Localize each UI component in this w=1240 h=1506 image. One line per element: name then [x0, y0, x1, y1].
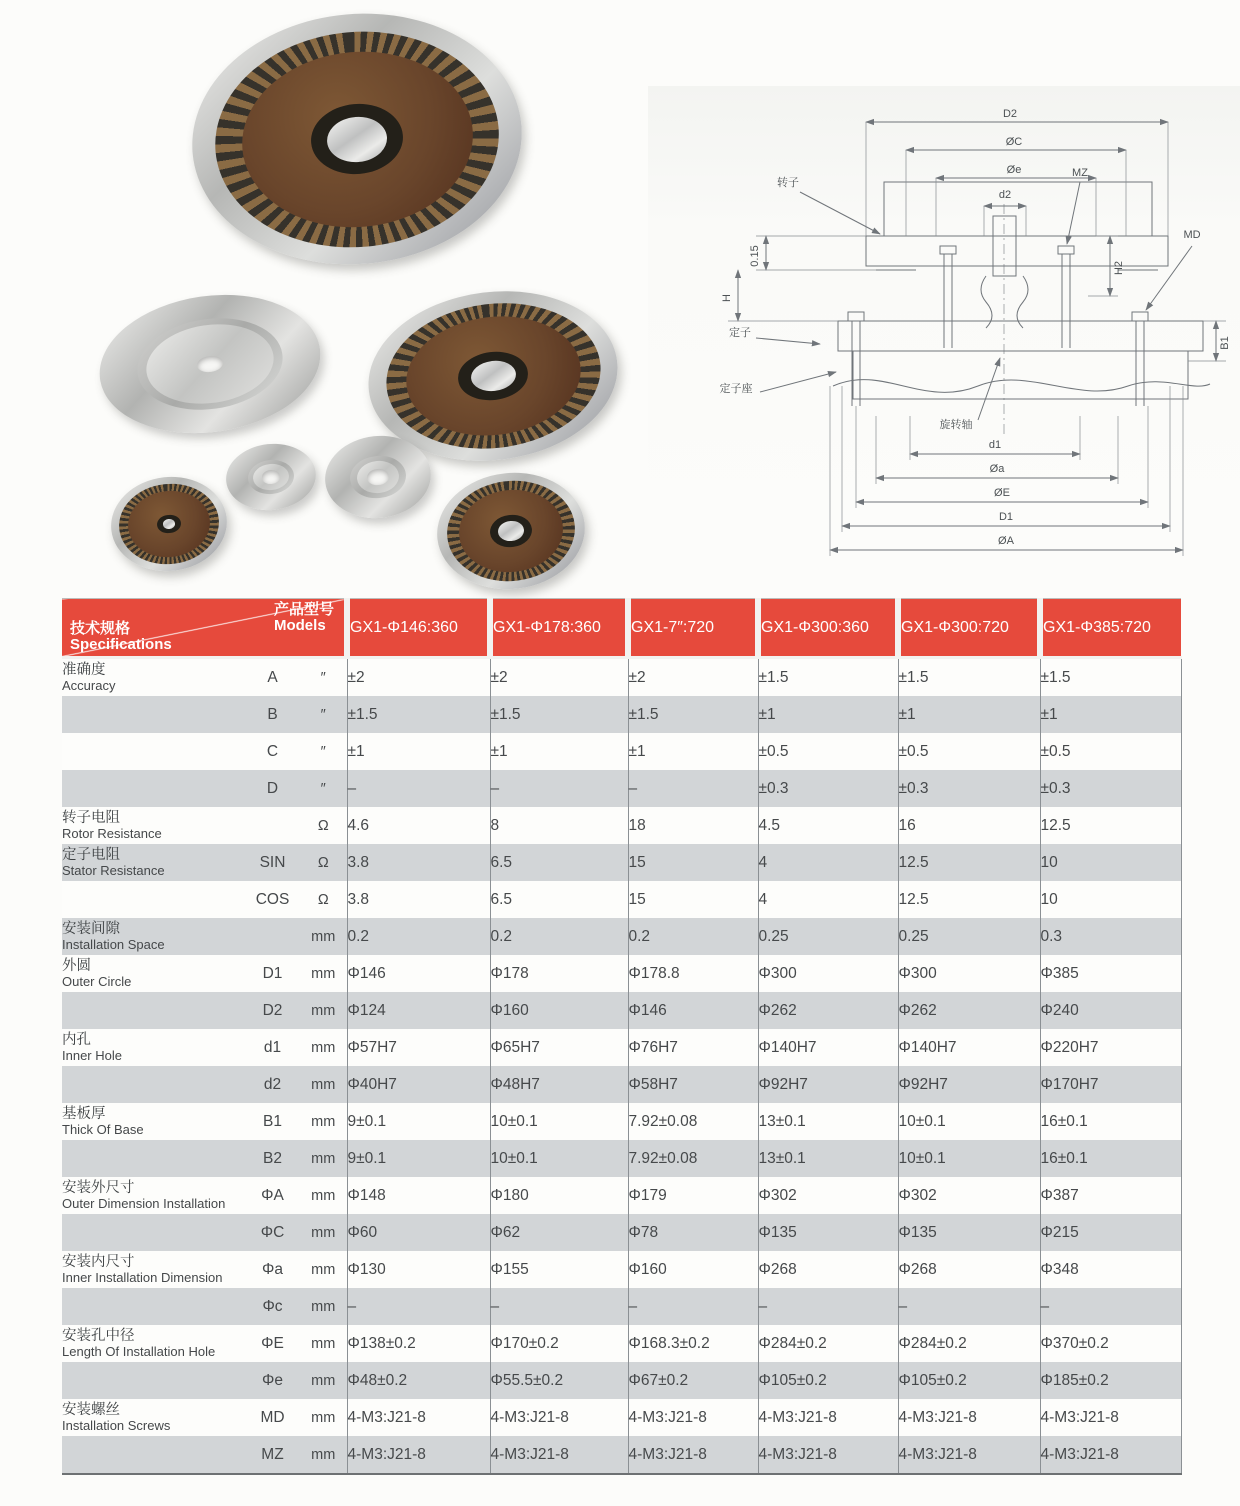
spec-unit-cell: ″ [300, 658, 347, 697]
spec-value-cell: 4-M3:J21-8 [1040, 1399, 1181, 1436]
product-disc-silver-large [91, 281, 330, 447]
spec-value-cell: 15 [628, 881, 758, 918]
spec-param-cell [245, 918, 300, 955]
spec-value-cell: Φ168.3±0.2 [628, 1325, 758, 1362]
callout-shaft: 旋转轴 [939, 419, 973, 431]
spec-value-cell: ±1 [758, 696, 898, 733]
spec-value-cell: Φ148 [347, 1177, 490, 1214]
models-label-en: Models [273, 617, 326, 634]
spec-row [62, 1436, 1181, 1474]
spec-value-cell: Φ60 [347, 1214, 490, 1251]
group-label-en: Outer Dimension Installation [62, 1195, 226, 1211]
group-label-en: Thick Of Base [62, 1121, 144, 1137]
dim-label-OC: ØC [1005, 136, 1023, 148]
group-label-cn: 转子电阻 [62, 809, 120, 826]
spec-value-cell: Φ262 [758, 992, 898, 1029]
dim-label-OE: ØE [994, 487, 1010, 499]
group-label-cn: 基板厚 [62, 1105, 106, 1122]
spec-value-cell: 7.92±0.08 [628, 1140, 758, 1177]
spec-group-label-cell [62, 1325, 245, 1362]
spec-group-label-cell [62, 1362, 245, 1399]
group-label-cn: 定子电阻 [62, 846, 120, 863]
spec-value-cell: 15 [628, 844, 758, 881]
dim-label-H: H [721, 294, 733, 302]
group-label-en: Installation Space [62, 936, 165, 952]
spec-value-cell: ±1 [347, 733, 490, 770]
spec-unit-cell: mm [300, 918, 347, 955]
spec-value-cell: Φ385 [1040, 955, 1181, 992]
spec-row [62, 770, 1181, 807]
dim-label-H2: H2 [1113, 260, 1125, 276]
spec-group-label-cell [62, 1436, 245, 1474]
spec-value-cell: Φ105±0.2 [898, 1362, 1040, 1399]
spec-value-cell: 4.5 [758, 807, 898, 844]
spec-param-cell: C [245, 733, 300, 770]
spec-value-cell: Φ180 [490, 1177, 628, 1214]
spec-value-cell: Φ140H7 [898, 1029, 1040, 1066]
spec-value-cell: Φ284±0.2 [898, 1325, 1040, 1362]
spec-value-cell: Φ76H7 [628, 1029, 758, 1066]
spec-value-cell: ±0.5 [898, 733, 1040, 770]
spec-unit-cell: mm [300, 992, 347, 1029]
spec-value-cell: 9±0.1 [347, 1140, 490, 1177]
spec-value-cell: 12.5 [1040, 807, 1181, 844]
spec-row [62, 1140, 1181, 1177]
spec-table [62, 598, 1182, 1475]
spec-value-cell: 4-M3:J21-8 [347, 1436, 490, 1474]
group-label-cn: 安装间隙 [62, 920, 120, 937]
spec-value-cell: Φ92H7 [898, 1066, 1040, 1103]
spec-value-cell: ±1.5 [347, 696, 490, 733]
spec-param-cell: d1 [245, 1029, 300, 1066]
spec-value-cell: – [898, 1288, 1040, 1325]
model-column-header: GX1-Φ300:720 [898, 599, 1040, 658]
spec-value-cell: 12.5 [898, 881, 1040, 918]
spec-value-cell: Φ220H7 [1040, 1029, 1181, 1066]
spec-unit-cell: mm [300, 1251, 347, 1288]
spec-param-cell: Φe [245, 1362, 300, 1399]
spec-value-cell: – [490, 1288, 628, 1325]
spec-row [62, 918, 1181, 955]
spec-unit-cell: mm [300, 1362, 347, 1399]
spec-row [62, 955, 1181, 992]
spec-row [62, 1103, 1181, 1140]
spec-param-cell: ΦA [245, 1177, 300, 1214]
spec-value-cell: ±2 [347, 658, 490, 697]
spec-value-cell: Φ62 [490, 1214, 628, 1251]
spec-value-cell: 3.8 [347, 881, 490, 918]
spec-value-cell: Φ48±0.2 [347, 1362, 490, 1399]
spec-unit-cell: Ω [300, 881, 347, 918]
spec-unit-cell: mm [300, 1066, 347, 1103]
model-column-header: GX1-Φ300:360 [758, 599, 898, 658]
spec-value-cell: 10±0.1 [898, 1103, 1040, 1140]
spec-value-cell: 6.5 [490, 844, 628, 881]
spec-value-cell: Φ160 [490, 992, 628, 1029]
spec-value-cell: Φ138±0.2 [347, 1325, 490, 1362]
spec-unit-cell: mm [300, 1029, 347, 1066]
spec-value-cell: 4 [758, 881, 898, 918]
product-disc-brown-medium [431, 466, 590, 597]
spec-value-cell: Φ170±0.2 [490, 1325, 628, 1362]
spec-value-cell: Φ40H7 [347, 1066, 490, 1103]
product-disc-brown-small [106, 471, 231, 577]
spec-value-cell: 4-M3:J21-8 [347, 1399, 490, 1436]
spec-param-cell: COS [245, 881, 300, 918]
dim-label-D2: D2 [1002, 108, 1018, 120]
spec-param-cell: Φc [245, 1288, 300, 1325]
spec-value-cell: Φ262 [898, 992, 1040, 1029]
spec-value-cell: Φ48H7 [490, 1066, 628, 1103]
spec-param-cell: B2 [245, 1140, 300, 1177]
spec-value-cell: Φ387 [1040, 1177, 1181, 1214]
spec-group-label-cell [62, 1251, 245, 1288]
spec-param-cell: MD [245, 1399, 300, 1436]
spec-value-cell: 0.2 [628, 918, 758, 955]
spec-value-cell: 16 [898, 807, 1040, 844]
spec-row [62, 658, 1181, 697]
spec-param-cell: ΦC [245, 1214, 300, 1251]
spec-value-cell: ±1 [628, 733, 758, 770]
spec-value-cell: 18 [628, 807, 758, 844]
spec-value-cell: – [628, 770, 758, 807]
spec-group-label-cell [62, 955, 245, 992]
spec-group-label-cell [62, 1066, 245, 1103]
spec-value-cell: 4-M3:J21-8 [758, 1436, 898, 1474]
spec-row [62, 1029, 1181, 1066]
spec-value-cell: 4-M3:J21-8 [490, 1399, 628, 1436]
spec-value-cell: 4-M3:J21-8 [898, 1399, 1040, 1436]
spec-value-cell: 0.25 [758, 918, 898, 955]
spec-row [62, 1214, 1181, 1251]
spec-unit-cell: mm [300, 1325, 347, 1362]
spec-row [62, 1288, 1181, 1325]
spec-row [62, 1362, 1181, 1399]
spec-value-cell: Φ55.5±0.2 [490, 1362, 628, 1399]
spec-param-cell: B [245, 696, 300, 733]
spec-unit-cell: mm [300, 1436, 347, 1474]
group-label-en: Inner Installation Dimension [62, 1269, 223, 1285]
spec-param-cell: d2 [245, 1066, 300, 1103]
spec-group-label-cell [62, 1214, 245, 1251]
group-label-en: Stator Resistance [62, 862, 165, 878]
spec-value-cell: 4-M3:J21-8 [758, 1399, 898, 1436]
group-label-cn: 准确度 [62, 661, 106, 678]
spec-value-cell: Φ57H7 [347, 1029, 490, 1066]
spec-value-cell: 9±0.1 [347, 1103, 490, 1140]
spec-group-label-cell [62, 992, 245, 1029]
spec-value-cell: Φ65H7 [490, 1029, 628, 1066]
spec-value-cell: 0.3 [1040, 918, 1181, 955]
spec-value-cell: ±0.3 [758, 770, 898, 807]
spec-unit-cell: ″ [300, 696, 347, 733]
product-disc-large-brown [182, 0, 533, 278]
spec-group-label-cell [62, 658, 245, 697]
spec-value-cell: Φ78 [628, 1214, 758, 1251]
spec-value-cell: ±1.5 [1040, 658, 1181, 697]
spec-value-cell: ±1 [898, 696, 1040, 733]
model-column-header: GX1-Φ146:360 [347, 599, 490, 658]
spec-param-cell: A [245, 658, 300, 697]
spec-value-cell: 4-M3:J21-8 [628, 1399, 758, 1436]
dim-label-OA: ØA [998, 535, 1014, 547]
spec-param-cell: B1 [245, 1103, 300, 1140]
spec-group-label-cell [62, 881, 245, 918]
spec-row [62, 881, 1181, 918]
spec-value-cell: ±2 [628, 658, 758, 697]
callout-stator: 定子 [729, 327, 751, 339]
spec-value-cell: 10±0.1 [490, 1103, 628, 1140]
spec-value-cell: Φ155 [490, 1251, 628, 1288]
spec-value-cell: Φ302 [758, 1177, 898, 1214]
spec-value-cell: Φ160 [628, 1251, 758, 1288]
spec-unit-cell: mm [300, 1288, 347, 1325]
spec-value-cell: Φ105±0.2 [758, 1362, 898, 1399]
spec-value-cell: Φ348 [1040, 1251, 1181, 1288]
spec-value-cell: – [628, 1288, 758, 1325]
group-label-en: Rotor Resistance [62, 825, 162, 841]
spec-value-cell: Φ300 [758, 955, 898, 992]
spec-param-cell: D1 [245, 955, 300, 992]
spec-group-label-cell [62, 807, 245, 844]
spec-value-cell: ±0.3 [898, 770, 1040, 807]
spec-value-cell: ±1.5 [758, 658, 898, 697]
spec-group-label-cell [62, 1177, 245, 1214]
spec-unit-cell: Ω [300, 844, 347, 881]
spec-row [62, 1066, 1181, 1103]
spec-group-label-cell [62, 1140, 245, 1177]
group-label-cn: 安装螺丝 [62, 1401, 120, 1418]
spec-value-cell: Φ268 [898, 1251, 1040, 1288]
spec-value-cell: – [490, 770, 628, 807]
spec-row [62, 807, 1181, 844]
models-label-cn: 产品型号 [273, 601, 334, 618]
spec-value-cell: Φ135 [758, 1214, 898, 1251]
spec-value-cell: – [347, 1288, 490, 1325]
spec-param-cell: Φa [245, 1251, 300, 1288]
spec-value-cell: 10±0.1 [490, 1140, 628, 1177]
spec-unit-cell: mm [300, 1103, 347, 1140]
spec-models-header-cell [62, 599, 347, 658]
spec-group-label-cell [62, 1288, 245, 1325]
spec-param-cell: ΦE [245, 1325, 300, 1362]
spec-value-cell: ±0.5 [758, 733, 898, 770]
dim-label-Oa: Øa [989, 463, 1005, 475]
spec-label-cn: 技术规格 [70, 620, 131, 637]
spec-unit-cell: ″ [300, 733, 347, 770]
spec-value-cell: 4-M3:J21-8 [628, 1436, 758, 1474]
model-column-header: GX1-Φ178:360 [490, 599, 628, 658]
spec-group-label-cell [62, 696, 245, 733]
spec-value-cell: Φ178 [490, 955, 628, 992]
spec-value-cell: 6.5 [490, 881, 628, 918]
dim-label-d2: d2 [998, 189, 1012, 201]
spec-value-cell: ±1.5 [490, 696, 628, 733]
spec-value-cell: 4-M3:J21-8 [898, 1436, 1040, 1474]
spec-value-cell: Φ300 [898, 955, 1040, 992]
spec-value-cell: – [1040, 1288, 1181, 1325]
dim-label-D1: D1 [998, 511, 1014, 523]
spec-value-cell: ±0.5 [1040, 733, 1181, 770]
spec-value-cell: 4 [758, 844, 898, 881]
spec-value-cell: Φ185±0.2 [1040, 1362, 1181, 1399]
group-label-en: Outer Circle [62, 973, 132, 989]
spec-value-cell: ±0.3 [1040, 770, 1181, 807]
spec-value-cell: Φ130 [347, 1251, 490, 1288]
spec-value-cell: 13±0.1 [758, 1103, 898, 1140]
spec-row [62, 844, 1181, 881]
model-column-header: GX1-Φ385:720 [1040, 599, 1181, 658]
spec-value-cell: Φ268 [758, 1251, 898, 1288]
product-disc-silver-small-left [223, 439, 319, 514]
spec-group-label-cell [62, 733, 245, 770]
spec-unit-cell: mm [300, 1177, 347, 1214]
spec-value-cell: 0.2 [490, 918, 628, 955]
spec-unit-cell: mm [300, 1140, 347, 1177]
spec-row [62, 1251, 1181, 1288]
model-column-header: GX1-7″:720 [628, 599, 758, 658]
spec-value-cell: 0.25 [898, 918, 1040, 955]
spec-param-cell: SIN [245, 844, 300, 881]
group-label-en: Accuracy [62, 677, 116, 693]
spec-value-cell: 4.6 [347, 807, 490, 844]
spec-row [62, 1325, 1181, 1362]
group-label-en: Installation Screws [62, 1417, 171, 1433]
callout-MZ: MZ [1072, 167, 1088, 179]
spec-label-en: Specifications [70, 636, 172, 653]
spec-value-cell: 12.5 [898, 844, 1040, 881]
spec-value-cell: 10 [1040, 844, 1181, 881]
group-label-cn: 安装外尺寸 [62, 1179, 135, 1196]
dim-label-gap: 0.15 [749, 245, 761, 267]
spec-unit-cell: ″ [300, 770, 347, 807]
spec-param-cell: D [245, 770, 300, 807]
spec-param-cell [245, 807, 300, 844]
spec-group-label-cell [62, 1103, 245, 1140]
spec-table-wrap [62, 598, 1181, 1475]
spec-value-cell: Φ178.8 [628, 955, 758, 992]
spec-value-cell: Φ58H7 [628, 1066, 758, 1103]
group-label-cn: 外圆 [62, 957, 91, 974]
callout-stator-seat: 定子座 [719, 383, 753, 395]
spec-value-cell: Φ302 [898, 1177, 1040, 1214]
spec-value-cell: Φ92H7 [758, 1066, 898, 1103]
group-label-en: Length Of Installation Hole [62, 1343, 216, 1359]
spec-row [62, 1177, 1181, 1214]
spec-value-cell: 8 [490, 807, 628, 844]
spec-value-cell: 10±0.1 [898, 1140, 1040, 1177]
spec-row [62, 733, 1181, 770]
spec-unit-cell: mm [300, 1399, 347, 1436]
spec-value-cell: Φ124 [347, 992, 490, 1029]
spec-value-cell: – [758, 1288, 898, 1325]
spec-value-cell: Φ284±0.2 [758, 1325, 898, 1362]
spec-value-cell: Φ140H7 [758, 1029, 898, 1066]
technical-drawing [648, 86, 1240, 564]
spec-value-cell: 4-M3:J21-8 [1040, 1436, 1181, 1474]
spec-value-cell: 13±0.1 [758, 1140, 898, 1177]
group-label-cn: 内孔 [62, 1031, 91, 1048]
dim-label-B1: B1 [1219, 336, 1231, 350]
spec-value-cell: Φ67±0.2 [628, 1362, 758, 1399]
spec-value-cell: 0.2 [347, 918, 490, 955]
spec-value-cell: 3.8 [347, 844, 490, 881]
group-label-en: Inner Hole [62, 1047, 122, 1063]
dim-label-d1: d1 [988, 439, 1002, 451]
spec-value-cell: ±1 [490, 733, 628, 770]
spec-value-cell: Φ179 [628, 1177, 758, 1214]
spec-value-cell: – [347, 770, 490, 807]
spec-row [62, 992, 1181, 1029]
spec-value-cell: ±1.5 [628, 696, 758, 733]
spec-param-cell: MZ [245, 1436, 300, 1474]
spec-row [62, 1399, 1181, 1436]
spec-unit-cell: mm [300, 955, 347, 992]
spec-value-cell: Φ170H7 [1040, 1066, 1181, 1103]
spec-group-label-cell [62, 770, 245, 807]
spec-group-label-cell [62, 1399, 245, 1436]
group-label-cn: 安装孔中径 [62, 1327, 135, 1344]
spec-unit-cell: Ω [300, 807, 347, 844]
spec-value-cell: Φ370±0.2 [1040, 1325, 1181, 1362]
spec-value-cell: Φ146 [628, 992, 758, 1029]
spec-param-cell: D2 [245, 992, 300, 1029]
spec-value-cell: 16±0.1 [1040, 1103, 1181, 1140]
spec-group-label-cell [62, 1029, 245, 1066]
spec-value-cell: ±1.5 [898, 658, 1040, 697]
spec-value-cell: 16±0.1 [1040, 1140, 1181, 1177]
spec-unit-cell: mm [300, 1214, 347, 1251]
spec-value-cell: ±1 [1040, 696, 1181, 733]
dim-label-Oe: Øe [1006, 164, 1022, 176]
spec-row [62, 696, 1181, 733]
spec-group-label-cell [62, 918, 245, 955]
spec-value-cell: ±2 [490, 658, 628, 697]
spec-value-cell: 7.92±0.08 [628, 1103, 758, 1140]
spec-value-cell: Φ135 [898, 1214, 1040, 1251]
group-label-cn: 安装内尺寸 [62, 1253, 135, 1270]
spec-group-label-cell [62, 844, 245, 881]
spec-value-cell: Φ240 [1040, 992, 1181, 1029]
callout-rotor: 转子 [777, 177, 799, 189]
spec-value-cell: Φ215 [1040, 1214, 1181, 1251]
callout-MD: MD [1183, 229, 1201, 241]
spec-value-cell: Φ146 [347, 955, 490, 992]
spec-value-cell: 4-M3:J21-8 [490, 1436, 628, 1474]
spec-value-cell: 10 [1040, 881, 1181, 918]
